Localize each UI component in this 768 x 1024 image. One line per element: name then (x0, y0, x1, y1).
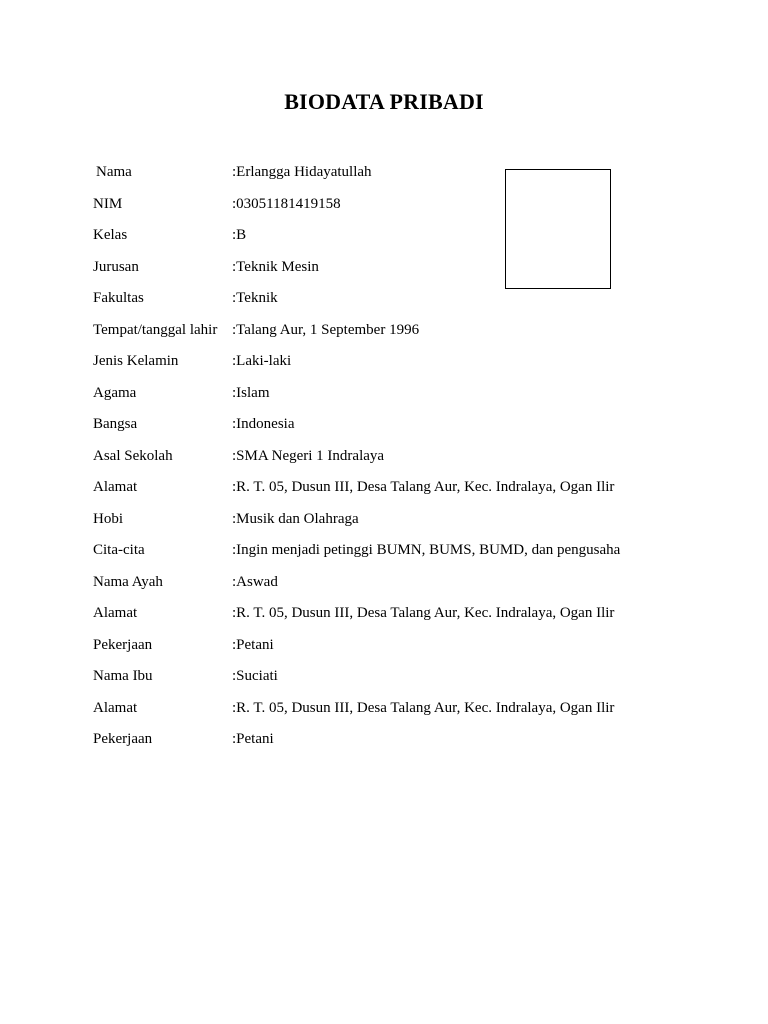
field-row-nama (93, 158, 713, 190)
field-value: Teknik (236, 290, 278, 306)
field-separator: : (232, 447, 237, 464)
field-row-alamat (93, 473, 713, 505)
field-row-tempat-tanggal-lahir (93, 316, 713, 348)
field-label: Alamat (93, 699, 138, 716)
field-label: Nama Ayah (93, 573, 163, 590)
field-value: Erlangga Hidayatullah (236, 164, 372, 180)
field-row-nama-ibu (93, 662, 713, 694)
field-label: Nama Ibu (93, 668, 153, 684)
field-row-jurusan (93, 253, 713, 285)
field-value: 03051181419158 (236, 195, 341, 212)
field-value: Musik dan Olahraga (236, 510, 359, 527)
field-value: SMA Negeri 1 Indralaya (236, 447, 385, 464)
field-label: Hobi (93, 510, 123, 527)
field-separator: : (232, 731, 237, 747)
field-value: Teknik Mesin (236, 258, 319, 275)
biodata-fields (93, 158, 713, 757)
field-label: Alamat (93, 605, 138, 621)
field-separator: : (232, 353, 237, 369)
field-value: B (236, 227, 247, 243)
field-row-kelas (93, 221, 713, 253)
field-separator: : (232, 668, 237, 684)
field-label: Jenis Kelamin (93, 353, 179, 369)
field-row-alamat-ibu (93, 694, 713, 726)
field-row-asal-sekolah (93, 442, 713, 474)
field-label: Agama (93, 384, 137, 401)
field-separator: : (232, 164, 237, 180)
field-separator: : (232, 542, 237, 558)
field-row-agama (93, 379, 713, 411)
field-separator: : (232, 605, 237, 621)
field-value: Laki-laki (236, 353, 292, 369)
field-separator: : (232, 321, 237, 338)
field-label: Asal Sekolah (93, 447, 173, 464)
field-label: Kelas (93, 227, 128, 243)
field-row-jenis-kelamin (93, 347, 713, 379)
page-title: BIODATA PRIBADI (284, 89, 484, 114)
field-row-hobi (93, 505, 713, 537)
field-separator: : (232, 195, 237, 212)
field-separator: : (232, 384, 237, 401)
field-label: Jurusan (93, 258, 139, 275)
field-row-pekerjaan-ayah (93, 631, 713, 663)
field-value: R. T. 05, Dusun III, Desa Talang Aur, Kec. Indralaya, Ogan Ilir (236, 699, 615, 716)
field-label: Fakultas (93, 290, 144, 306)
field-value: Islam (236, 384, 270, 401)
field-separator: : (232, 416, 237, 432)
field-label: Pekerjaan (93, 731, 153, 747)
field-label: Pekerjaan (93, 636, 153, 653)
field-value: Aswad (236, 573, 278, 590)
field-separator: : (232, 636, 237, 653)
field-separator: : (232, 479, 237, 495)
field-separator: : (232, 290, 237, 306)
field-row-nama-ayah (93, 568, 713, 600)
field-value: Petani (236, 636, 274, 653)
field-value: Petani (236, 731, 274, 747)
field-row-pekerjaan-ibu (93, 725, 713, 757)
field-row-cita-cita (93, 536, 713, 568)
field-separator: : (232, 573, 237, 590)
field-label: NIM (93, 195, 123, 212)
field-separator: : (232, 227, 237, 243)
field-label: Bangsa (93, 416, 138, 432)
field-row-fakultas (93, 284, 713, 316)
field-label: Cita-cita (93, 542, 145, 558)
field-label: Nama (96, 164, 132, 180)
field-label: Tempat/tanggal lahir (93, 321, 218, 338)
field-label: Alamat (93, 479, 138, 495)
field-row-nim (93, 190, 713, 222)
field-value: Talang Aur, 1 September 1996 (236, 321, 420, 338)
field-separator: : (232, 510, 237, 527)
field-value: Ingin menjadi petinggi BUMN, BUMS, BUMD, dan pengusaha (236, 542, 621, 558)
field-separator: : (232, 699, 237, 716)
field-separator: : (232, 258, 237, 275)
field-value: R. T. 05, Dusun III, Desa Talang Aur, Kec. Indralaya, Ogan Ilir (236, 605, 615, 621)
field-row-alamat-ayah (93, 599, 713, 631)
field-value: Indonesia (236, 416, 295, 432)
field-row-bangsa (93, 410, 713, 442)
field-value: Suciati (236, 668, 278, 684)
field-value: R. T. 05, Dusun III, Desa Talang Aur, Kec. Indralaya, Ogan Ilir (236, 479, 615, 495)
